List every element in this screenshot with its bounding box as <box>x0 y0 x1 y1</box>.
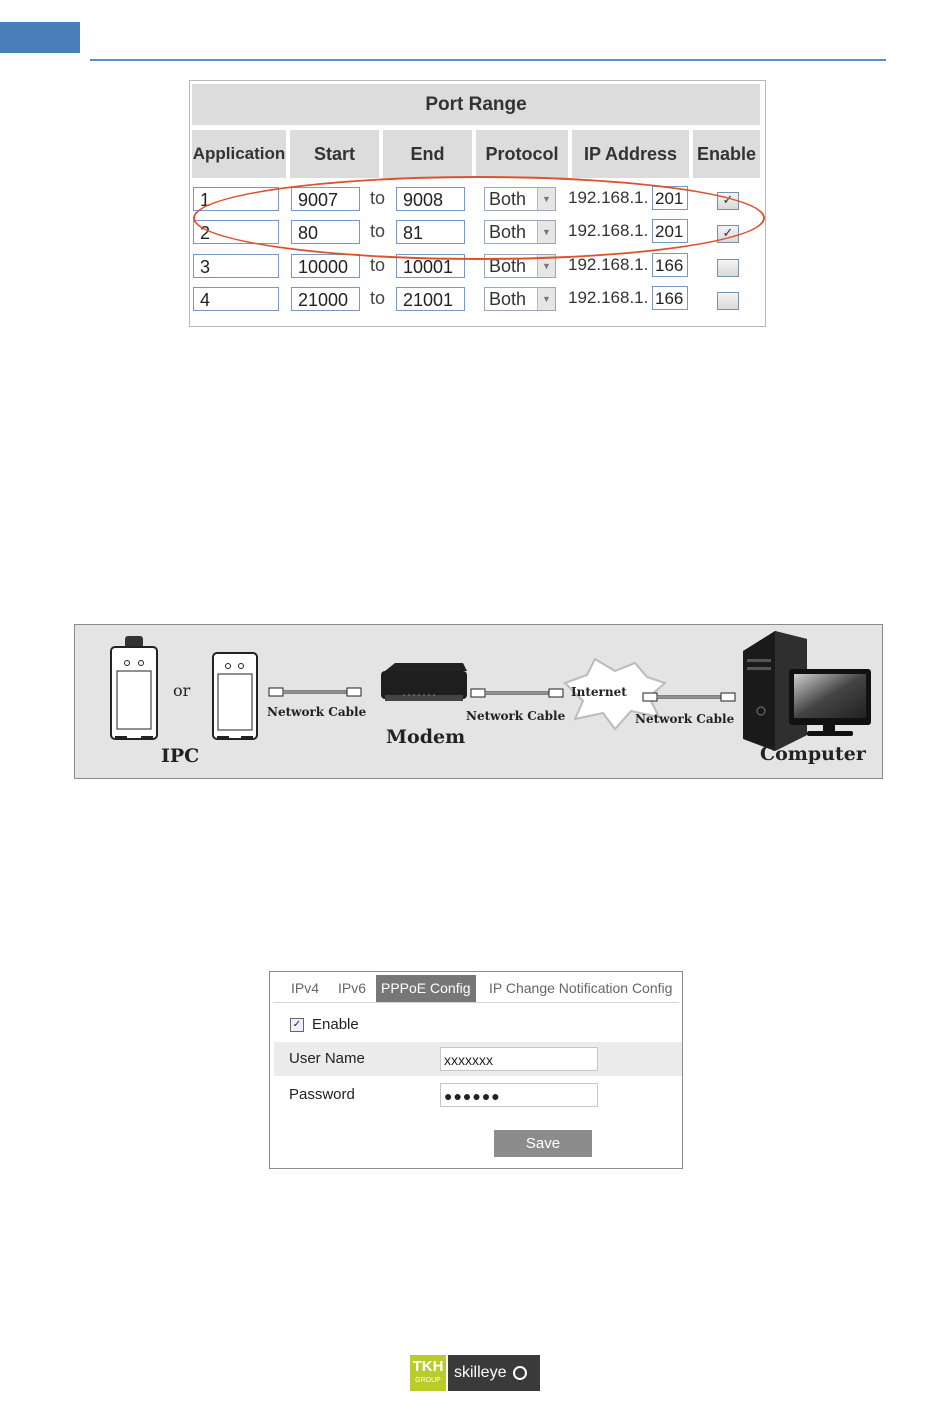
dropdown-arrow-icon: ▼ <box>537 255 555 277</box>
username-input[interactable]: xxxxxxx <box>440 1047 598 1071</box>
application-input[interactable]: 1 <box>193 187 279 211</box>
start-port-input[interactable]: 21000 <box>291 287 360 311</box>
end-port-input[interactable]: 81 <box>396 220 465 244</box>
application-input[interactable]: 3 <box>193 254 279 278</box>
ip-last-octet-input[interactable]: 166 <box>652 286 688 310</box>
to-label: to <box>370 255 386 275</box>
modem-label: Modem <box>386 726 466 748</box>
skilleye-logo-text: skilleye <box>454 1364 507 1381</box>
header-enable: Enable <box>693 130 760 178</box>
network-cable-icon <box>471 689 563 697</box>
enable-checkbox[interactable] <box>717 292 739 310</box>
tkh-logo-sub: GROUP <box>415 1377 441 1384</box>
protocol-value: Both <box>489 222 527 242</box>
eye-icon <box>513 1366 527 1380</box>
end-port-input[interactable]: 9008 <box>396 187 465 211</box>
to-label: to <box>370 188 386 208</box>
header-start: Start <box>290 130 379 178</box>
start-port-input[interactable]: 9007 <box>291 187 360 211</box>
username-row <box>274 1042 682 1076</box>
to-label: to <box>370 221 386 241</box>
cable-label: Network Cable <box>466 709 566 723</box>
tkh-logo-text: TKH <box>412 1358 444 1375</box>
ip-prefix: 192.168.1. <box>568 288 649 307</box>
port-row <box>190 284 762 316</box>
ip-last-octet-input[interactable]: 201 <box>652 186 688 210</box>
modem-icon <box>381 663 467 701</box>
tab-pppoe-config[interactable]: PPPoE Config <box>376 975 476 1002</box>
protocol-select[interactable] <box>484 287 556 311</box>
enable-checkbox[interactable]: ✓ <box>290 1018 304 1032</box>
end-port-input[interactable]: 21001 <box>396 287 465 311</box>
header-accent-block <box>0 22 80 53</box>
dropdown-arrow-icon: ▼ <box>537 221 555 243</box>
port-range-title: Port Range <box>192 84 760 125</box>
start-port-input[interactable]: 10000 <box>291 254 360 278</box>
network-diagram <box>74 624 883 779</box>
or-label: or <box>173 681 191 700</box>
application-input[interactable]: 4 <box>193 287 279 311</box>
enable-label: Enable <box>312 1016 359 1033</box>
password-label: Password <box>289 1086 355 1103</box>
tab-ipv6[interactable]: IPv6 <box>338 980 367 996</box>
highlight-oval <box>193 176 765 260</box>
ipc-label: IPC <box>161 745 200 767</box>
header-protocol: Protocol <box>476 130 568 178</box>
ipc-terminal-icon <box>213 653 257 740</box>
enable-checkbox[interactable]: ✓ <box>717 192 739 210</box>
header-end: End <box>383 130 472 178</box>
header-application: Application <box>192 130 286 178</box>
to-label: to <box>370 288 386 308</box>
tab-ipv4[interactable]: IPv4 <box>291 980 320 996</box>
enable-checkbox[interactable] <box>717 259 739 277</box>
tab-bar <box>273 975 679 1003</box>
pppoe-config-panel <box>269 971 683 1169</box>
tab-ip-change-notification[interactable]: IP Change Notification Config <box>489 980 673 996</box>
cable-label: Network Cable <box>267 705 367 719</box>
application-input[interactable]: 2 <box>193 220 279 244</box>
dropdown-arrow-icon: ▼ <box>537 188 555 210</box>
dropdown-arrow-icon: ▼ <box>537 288 555 310</box>
header-rule <box>90 59 886 61</box>
tkh-logo <box>410 1355 446 1391</box>
header-ip-address: IP Address <box>572 130 689 178</box>
end-port-input[interactable]: 10001 <box>396 254 465 278</box>
network-cable-icon <box>269 688 361 696</box>
protocol-value: Both <box>489 256 527 276</box>
password-input[interactable]: ●●●●●● <box>440 1083 598 1107</box>
skilleye-logo <box>448 1355 540 1391</box>
internet-label: Internet <box>571 685 627 699</box>
password-row <box>274 1078 682 1112</box>
ip-prefix: 192.168.1. <box>568 255 649 274</box>
protocol-value: Both <box>489 289 527 309</box>
enable-checkbox[interactable]: ✓ <box>717 225 739 243</box>
ip-prefix: 192.168.1. <box>568 188 649 207</box>
ip-last-octet-input[interactable]: 166 <box>652 253 688 277</box>
cable-label: Network Cable <box>635 712 735 726</box>
protocol-value: Both <box>489 189 527 209</box>
start-port-input[interactable]: 80 <box>291 220 360 244</box>
ip-last-octet-input[interactable]: 201 <box>652 219 688 243</box>
ip-prefix: 192.168.1. <box>568 221 649 240</box>
computer-label: Computer <box>760 743 866 765</box>
save-button[interactable]: Save <box>494 1130 592 1157</box>
network-cable-icon <box>643 693 735 701</box>
username-label: User Name <box>289 1050 365 1067</box>
ipc-terminal-icon <box>111 636 157 740</box>
brand-logo <box>410 1355 540 1391</box>
